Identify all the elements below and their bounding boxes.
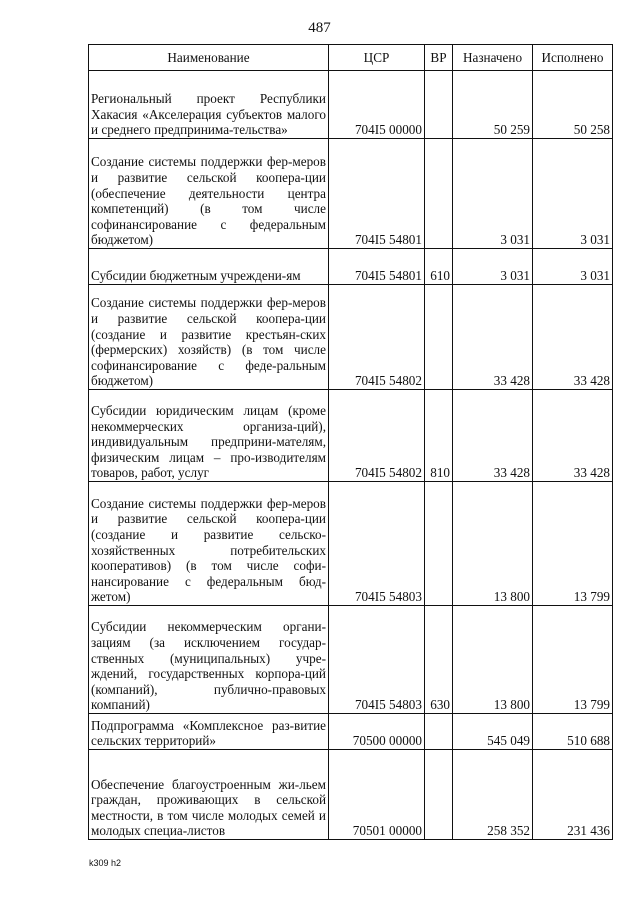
row-vr	[425, 482, 453, 606]
table-row	[89, 71, 613, 139]
table-row	[89, 249, 613, 285]
row-name: Обеспечение благоустроенным жи-льем граждан, проживающих в сельской местности, в том числе молодых семей и молодых специа-листов	[89, 750, 329, 840]
row-csr: 704I5 54802	[329, 390, 425, 482]
row-assigned: 33 428	[453, 390, 533, 482]
row-assigned: 33 428	[453, 285, 533, 390]
header-csr: ЦСР	[329, 45, 425, 71]
row-csr: 70501 00000	[329, 750, 425, 840]
row-executed: 13 799	[533, 482, 613, 606]
row-executed: 3 031	[533, 249, 613, 285]
row-name: Подпрограмма «Комплексное раз-витие сельских территорий»	[89, 714, 329, 750]
row-assigned: 545 049	[453, 714, 533, 750]
table-row	[89, 139, 613, 249]
row-name: Создание системы поддержки фер-меров и развитие сельской коопера-ции (создание и развитие крестьян-ских (фермерских) хозяйств) (в том числе софинансирование с феде-ральным бюджетом)	[89, 285, 329, 390]
row-csr: 704I5 54803	[329, 482, 425, 606]
row-vr: 610	[425, 249, 453, 285]
row-assigned: 3 031	[453, 139, 533, 249]
row-executed: 3 031	[533, 139, 613, 249]
table-header-row	[89, 45, 613, 71]
row-csr: 70500 00000	[329, 714, 425, 750]
header-name: Наименование	[89, 45, 329, 71]
row-executed: 50 258	[533, 71, 613, 139]
row-assigned: 3 031	[453, 249, 533, 285]
row-name: Субсидии бюджетным учреждени-ям	[89, 249, 329, 285]
row-assigned: 13 800	[453, 482, 533, 606]
row-vr	[425, 750, 453, 840]
row-csr: 704I5 54801	[329, 139, 425, 249]
row-csr: 704I5 00000	[329, 71, 425, 139]
row-assigned: 13 800	[453, 606, 533, 714]
table-row	[89, 750, 613, 840]
row-vr	[425, 71, 453, 139]
row-vr: 810	[425, 390, 453, 482]
row-assigned: 50 259	[453, 71, 533, 139]
table-row	[89, 285, 613, 390]
header-assigned: Назначено	[453, 45, 533, 71]
table-row	[89, 606, 613, 714]
header-executed: Исполнено	[533, 45, 613, 71]
row-vr: 630	[425, 606, 453, 714]
budget-table	[88, 44, 613, 840]
row-executed: 33 428	[533, 285, 613, 390]
row-assigned: 258 352	[453, 750, 533, 840]
page-number: 487	[308, 20, 331, 36]
row-executed: 510 688	[533, 714, 613, 750]
table-row	[89, 714, 613, 750]
row-name: Субсидии юридическим лицам (кроме некоммерческих организа-ций), индивидуальным предприни-мателям, физическим лицам – про-изводителям товаров, работ, услуг	[89, 390, 329, 482]
row-name: Региональный проект Республики Хакасия «Акселерация субъектов малого и среднего предпринима-тельства»	[89, 71, 329, 139]
row-vr	[425, 139, 453, 249]
row-name: Создание системы поддержки фер-меров и развитие сельской коопера-ции (создание и развитие сельско-хозяйственных потребительских кооперативов) (в том числе софи-нансирование с федеральным бюд-жетом)	[89, 482, 329, 606]
row-name: Создание системы поддержки фер-меров и развитие сельской коопера-ции (обеспечение деятельности центра компетенций) (в том числе софинансирование с федеральным бюджетом)	[89, 139, 329, 249]
header-vr: ВР	[425, 45, 453, 71]
row-executed: 231 436	[533, 750, 613, 840]
footer-code: k309 h2	[89, 858, 122, 868]
row-executed: 13 799	[533, 606, 613, 714]
row-name: Субсидии некоммерческим органи-зациям (за исключением государ-ственных (муниципальных) учре-ждений, государственных корпора-ций (компаний), публично-правовых компаний)	[89, 606, 329, 714]
row-csr: 704I5 54802	[329, 285, 425, 390]
table-row	[89, 482, 613, 606]
row-executed: 33 428	[533, 390, 613, 482]
row-csr: 704I5 54801	[329, 249, 425, 285]
table-row	[89, 390, 613, 482]
row-vr	[425, 714, 453, 750]
row-vr	[425, 285, 453, 390]
row-csr: 704I5 54803	[329, 606, 425, 714]
